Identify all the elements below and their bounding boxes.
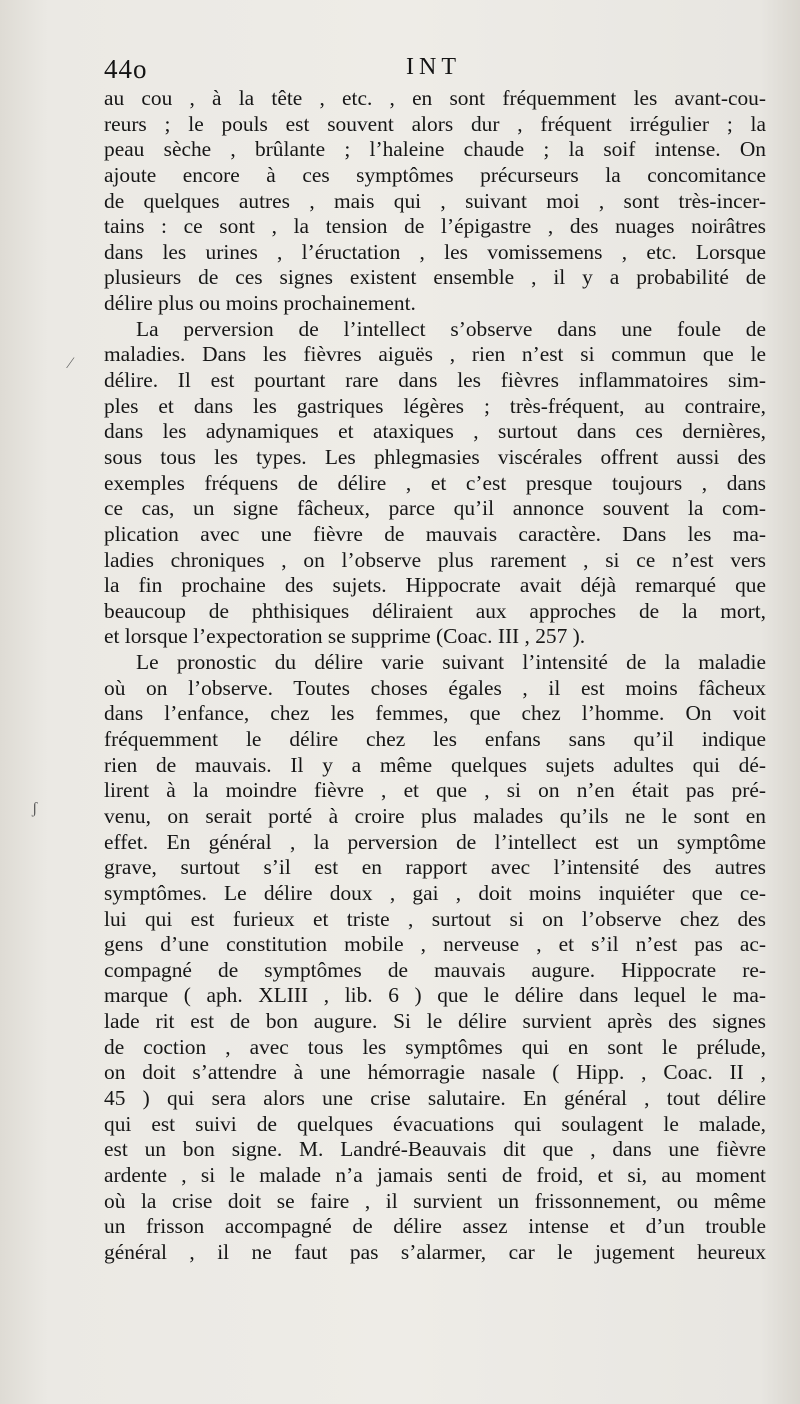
text-line: tains : ce sont , la tension de l’épigastre , des nuages noirâtres	[104, 214, 766, 239]
text-line: où on l’observe. Toutes choses égales , il est moins fâcheux	[104, 675, 766, 700]
text-line: on doit s’attendre à une hémorragie nasale ( Hipp. , Coac. II ,	[104, 1060, 766, 1085]
page-header	[104, 54, 764, 90]
text-line: un frisson accompagné de délire assez intense et d’un trouble	[104, 1214, 766, 1239]
text-line: général , il ne faut pas s’alarmer, car le jugement heureux	[104, 1239, 766, 1264]
text-line: reurs ; le pouls est souvent alors dur , fréquent irrégulier ; la	[104, 111, 766, 136]
text-line: délire. Il est pourtant rare dans les fièvres inflammatoires sim-	[104, 368, 766, 393]
text-line: lade rit est de bon augure. Si le délire survient après des signes	[104, 1009, 766, 1034]
text-line: Le pronostic du délire varie suivant l’intensité de la maladie	[136, 650, 766, 675]
text-line: fréquemment le délire chez les enfans sans qu’il indique	[104, 727, 766, 752]
text-line: gens d’une constitution mobile , nerveuse , et s’il n’est pas ac-	[104, 932, 766, 957]
margin-mark-top: ⁄	[69, 355, 72, 372]
text-line: sous tous les types. Les phlegmasies viscérales offrent aussi des	[104, 444, 766, 469]
text-line: compagné de symptômes de mauvais augure. Hippocrate re-	[104, 957, 766, 982]
text-line: ples et dans les gastriques légères ; très-fréquent, au contraire,	[104, 393, 766, 418]
text-line: lirent à la moindre fièvre , et que , si on n’en était pas pré-	[104, 778, 766, 803]
text-line: ajoute encore à ces symptômes précurseurs la concomitance	[104, 162, 766, 187]
text-line: ardente , si le malade n’a jamais senti de froid, et si, au moment	[104, 1162, 766, 1187]
text-line: marque ( aph. XLIII , lib. 6 ) que le délire dans lequel le ma-	[104, 983, 766, 1008]
text-line: plication avec une fièvre de mauvais caractère. Dans les ma-	[104, 521, 766, 546]
text-line: effet. En général , la perversion de l’intellect est un symptôme	[104, 829, 766, 854]
text-line: de quelques autres , mais qui , suivant moi , sont très-incer-	[104, 188, 766, 213]
text-line: ce cas, un signe fâcheux, parce qu’il annonce souvent la com-	[104, 496, 766, 521]
text-line: grave, surtout s’il est en rapport avec l’intensité des autres	[104, 855, 766, 880]
text-line: ladies chroniques , on l’observe plus rarement , si ce n’est vers	[104, 547, 766, 572]
text-line: qui est suivi de quelques évacuations qui soulagent le malade,	[104, 1111, 766, 1136]
text-line: maladies. Dans les fièvres aiguës , rien n’est si commun que le	[104, 342, 766, 367]
text-line: au cou , à la tête , etc. , en sont fréquemment les avant-cou-	[104, 86, 766, 110]
text-line: beaucoup de phthisiques déliraient aux approches de la mort,	[104, 598, 766, 623]
text-line: 45 ) qui sera alors une crise salutaire. En général , tout délire	[104, 1085, 766, 1110]
running-head: INT	[406, 54, 461, 80]
text-line: la fin prochaine des sujets. Hippocrate avait déjà remarqué que	[104, 573, 766, 598]
text-line: est un bon signe. M. Landré-Beauvais dit que , dans une fièvre	[104, 1137, 766, 1162]
text-line: et lorsque l’expectoration se supprime (Coac. III , 257 ).	[104, 624, 586, 649]
text-line: de coction , avec tous les symptômes qui en sont le prélude,	[104, 1034, 766, 1059]
text-line: peau sèche , brûlante ; l’haleine chaude ; la soif intense. On	[104, 137, 766, 162]
text-line: exemples fréquens de délire , et c’est presque toujours , dans	[104, 470, 766, 495]
text-line: rien de mauvais. Il y a même quelques sujets adultes qui dé-	[104, 752, 766, 777]
text-line: La perversion de l’intellect s’observe dans une foule de	[136, 316, 766, 341]
text-line: dans les adynamiques et ataxiques , surtout dans ces dernières,	[104, 419, 766, 444]
text-line: délire plus ou moins prochainement.	[104, 291, 416, 316]
margin-mark-middle: ʃ	[32, 800, 38, 817]
body-text	[104, 86, 766, 1265]
text-line: plusieurs de ces signes existent ensemble , il y a probabilité de	[104, 265, 766, 290]
text-line: lui qui est furieux et triste , surtout si on l’observe chez des	[104, 906, 766, 931]
text-line: dans les urines , l’éructation , les vomissemens , etc. Lorsque	[104, 239, 766, 264]
text-line: venu, on serait porté à croire plus malades qu’ils ne le sont en	[104, 803, 766, 828]
page-number: 44o	[104, 54, 148, 84]
text-line: où la crise doit se faire , il survient un frissonnement, ou même	[104, 1188, 766, 1213]
text-line: dans l’enfance, chez les femmes, que chez l’homme. On voit	[104, 701, 766, 726]
text-line: symptômes. Le délire doux , gai , doit moins inquiéter que ce-	[104, 880, 766, 905]
